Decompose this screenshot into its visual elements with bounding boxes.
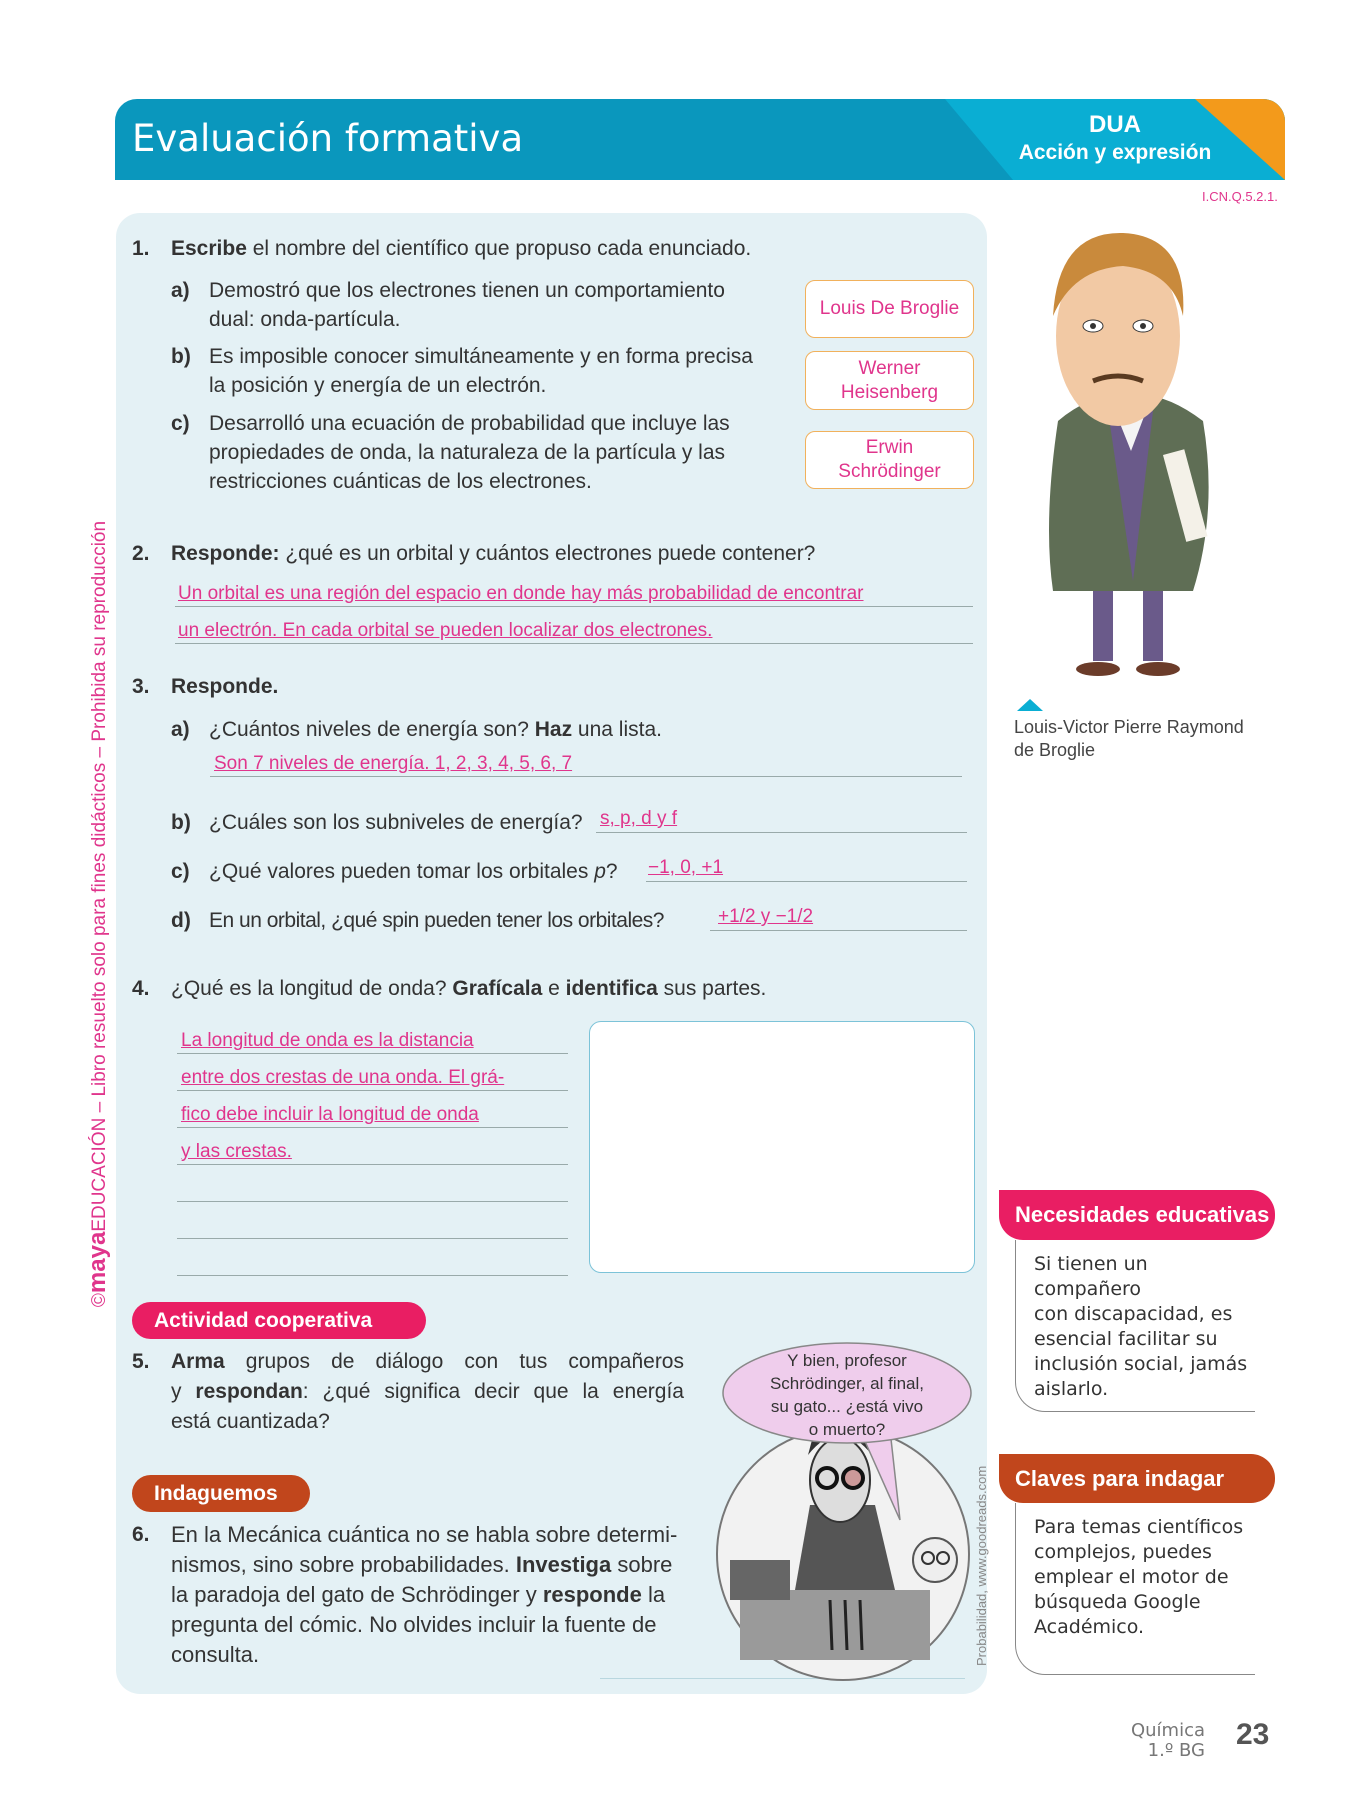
copyright-symbol: ©: [89, 1293, 110, 1308]
text-line: [171, 1550, 701, 1580]
page-title: Evaluación formativa: [132, 117, 524, 160]
text: : ¿qué significa decir que la energía: [302, 1380, 684, 1403]
text: nismos, sino sobre probabilidades.: [171, 1552, 516, 1577]
q1-item-a-text: [209, 276, 791, 334]
question-2-prompt: [171, 539, 815, 568]
dua-badge: [1005, 111, 1225, 165]
bubble-line: Schrödinger, al final,: [769, 1374, 925, 1393]
text: ¿Cuántos niveles de energía son?: [209, 718, 535, 741]
question-1-prompt: [171, 234, 751, 263]
bold-verb: respondan: [195, 1380, 303, 1403]
text: ¿Qué es la longitud de onda?: [171, 977, 453, 1000]
text: ¿Qué valores pueden tomar los orbitales: [209, 860, 595, 883]
item-letter: d): [171, 909, 191, 932]
question-5: [132, 1347, 150, 1376]
q1-item-a: [171, 276, 190, 305]
q3-item-d-text: En un orbital, ¿qué spin pueden tener los orbitales?: [209, 909, 664, 932]
cooperative-activity-badge: Actividad cooperativa: [132, 1302, 426, 1339]
caption-line: de Broglie: [1014, 740, 1096, 760]
answer-line[interactable]: s, p, d y f: [596, 808, 967, 833]
text: e: [542, 977, 566, 1000]
text-line: Es imposible conocer simultáneamente y en forma precisa: [209, 345, 753, 368]
text-line: inclusión social, jamás: [1034, 1353, 1248, 1375]
text-line: esencial facilitar su: [1034, 1328, 1218, 1350]
necesidades-header: Necesidades educativas: [999, 1190, 1275, 1240]
text-line: con discapacidad, es: [1034, 1303, 1233, 1325]
prompt-verb: Responde.: [171, 675, 279, 698]
grade: 1.º BG: [1147, 1740, 1205, 1761]
text-line: [171, 1377, 684, 1407]
question-3: [132, 672, 150, 701]
text: sobre: [611, 1552, 673, 1577]
question-5-prompt: [171, 1347, 684, 1437]
dua-subtitle: Acción y expresión: [1018, 141, 1212, 164]
text: una lista.: [572, 718, 662, 741]
section-header: [115, 99, 1285, 180]
subject: Química: [1130, 1720, 1205, 1741]
schrodinger-comic: [700, 1330, 990, 1690]
text: ?: [605, 860, 618, 883]
text-line: complejos, puedes: [1034, 1541, 1212, 1563]
bold-verb: Investiga: [515, 1552, 612, 1577]
caption-triangle-icon: [1017, 699, 1043, 711]
text-line: [171, 1347, 684, 1377]
question-6: [132, 1520, 150, 1549]
text: la: [641, 1582, 666, 1607]
prompt-text: el nombre del científico que propuso cada enunciado.: [246, 237, 752, 260]
necesidades-body: [1015, 1240, 1255, 1412]
brand-logo: maya: [84, 1231, 111, 1294]
q3-item-b: [171, 808, 191, 837]
answer-line[interactable]: [177, 1252, 568, 1276]
item-letter: a): [171, 718, 190, 741]
item-letter: a): [171, 279, 190, 302]
text-line: emplear el motor de: [1034, 1566, 1229, 1588]
de-broglie-portrait: [1013, 221, 1258, 691]
text-line: está cuantizada?: [171, 1410, 330, 1433]
claves-body: [1015, 1503, 1255, 1675]
text-line: consulta.: [171, 1642, 260, 1667]
text-line: Académico.: [1034, 1616, 1145, 1638]
bold-verb: identifica: [565, 977, 658, 1000]
answer-line[interactable]: −1, 0, +1: [646, 857, 967, 882]
question-1: [132, 234, 150, 263]
text-line: pregunta del cómic. No olvides incluir la fuente de: [171, 1612, 657, 1637]
q3-item-c-text: [209, 857, 618, 886]
answer-box-b[interactable]: Werner Heisenberg: [805, 351, 974, 410]
question-number: 4.: [132, 977, 150, 1000]
italic-text: p: [594, 860, 606, 883]
prompt-text: ¿qué es un orbital y cuántos electrones puede contener?: [279, 542, 816, 565]
question-3-prompt: [171, 672, 278, 701]
copyright-text: EDUCACIÓN – Libro resuelto solo para fines didácticos – Prohibida su reproducción: [89, 520, 110, 1232]
question-4: [132, 974, 150, 1003]
answer-box-c[interactable]: Erwin Schrödinger: [805, 431, 974, 489]
q1-item-b: [171, 342, 191, 371]
question-number: 2.: [132, 542, 150, 565]
text-line: Demostró que los electrones tienen un comportamiento: [209, 279, 725, 302]
q3-item-d: [171, 906, 191, 935]
q3-item-a-text: [209, 715, 662, 744]
text: grupos de diálogo con tus compañeros: [224, 1350, 684, 1373]
answer-line[interactable]: y las crestas.: [177, 1141, 568, 1165]
item-letter: c): [171, 860, 190, 883]
item-letter: c): [171, 412, 190, 435]
bold-verb: Arma: [171, 1350, 225, 1373]
q1-item-c-text: [209, 409, 791, 496]
answer-line[interactable]: [177, 1215, 568, 1239]
text-line: dual: onda-partícula.: [209, 308, 401, 331]
dua-label: DUA: [1089, 111, 1141, 138]
skill-code: I.CN.Q.5.2.1.: [1202, 189, 1278, 204]
portrait-caption: [1014, 716, 1244, 762]
question-number: 1.: [132, 237, 150, 260]
text-line: restricciones cuánticas de los electrones.: [209, 470, 592, 493]
drawing-area[interactable]: [589, 1021, 975, 1273]
answer-line[interactable]: [177, 1178, 568, 1202]
text: la paradoja del gato de Schrödinger y: [171, 1582, 543, 1607]
bubble-line: su gato... ¿está vivo: [770, 1397, 924, 1416]
indaguemos-badge: Indaguemos: [132, 1475, 310, 1512]
claves-header: Claves para indagar: [999, 1454, 1275, 1503]
text: sus partes.: [657, 977, 767, 1000]
text-line: aislarlo.: [1034, 1378, 1109, 1400]
bold-verb: Grafícala: [452, 977, 543, 1000]
text-line: [171, 1580, 701, 1610]
bold-verb: responde: [542, 1582, 642, 1607]
q1-item-b-text: [209, 342, 791, 400]
text-line: Para temas científicos: [1034, 1516, 1244, 1538]
text-line: la posición y energía de un electrón.: [209, 374, 547, 397]
prompt-verb: Escribe: [171, 237, 247, 260]
answer-line[interactable]: fico debe incluir la longitud de onda: [177, 1104, 568, 1128]
text-line: Si tienen un compañero: [1034, 1253, 1148, 1300]
text-line: propiedades de onda, la naturaleza de la partícula y las: [209, 441, 726, 464]
answer-box-a[interactable]: Louis De Broglie: [805, 280, 974, 338]
answer-line[interactable]: un electrón. En cada orbital se pueden localizar dos electrones.: [175, 620, 973, 644]
page-number: 23: [1236, 1718, 1270, 1751]
question-6-prompt: [171, 1520, 701, 1670]
text-line: Desarrolló una ecuación de probabilidad que incluye las: [209, 412, 730, 435]
answer-line[interactable]: Son 7 niveles de energía. 1, 2, 3, 4, 5, 6, 7: [210, 753, 962, 777]
bubble-line: Y bien, profesor: [787, 1351, 907, 1370]
q1-item-c: [171, 409, 190, 438]
text-line: En la Mecánica cuántica no se habla sobre determi-: [171, 1522, 678, 1547]
text: y: [171, 1380, 196, 1403]
prompt-verb: Responde:: [171, 542, 280, 565]
caption-line: Louis-Victor Pierre Raymond: [1014, 717, 1244, 737]
item-letter: b): [171, 345, 191, 368]
image-credit: Probabilidad, www.goodreads.com: [974, 1465, 989, 1666]
question-number: 6.: [132, 1523, 150, 1546]
item-letter: b): [171, 811, 191, 834]
answer-line[interactable]: +1/2 y −1/2: [710, 906, 967, 931]
q3-item-b-text: ¿Cuáles son los subniveles de energía?: [209, 811, 583, 834]
copyright-notice: [84, 521, 112, 1307]
question-2: [132, 539, 150, 568]
question-number: 3.: [132, 675, 150, 698]
answer-line[interactable]: entre dos crestas de una onda. El grá-: [177, 1067, 568, 1091]
answer-line[interactable]: La longitud de onda es la distancia: [177, 1030, 568, 1054]
q3-item-c: [171, 857, 190, 886]
bubble-line: o muerto?: [808, 1420, 886, 1439]
question-number: 5.: [132, 1350, 150, 1373]
footer-subject: [1110, 1721, 1205, 1761]
q3-item-a: [171, 715, 190, 744]
bold-verb: Haz: [534, 718, 573, 741]
question-4-prompt: [171, 974, 766, 1003]
answer-line[interactable]: Un orbital es una región del espacio en donde hay más probabilidad de encontrar: [175, 583, 973, 607]
text-line: búsqueda Google: [1034, 1591, 1201, 1613]
